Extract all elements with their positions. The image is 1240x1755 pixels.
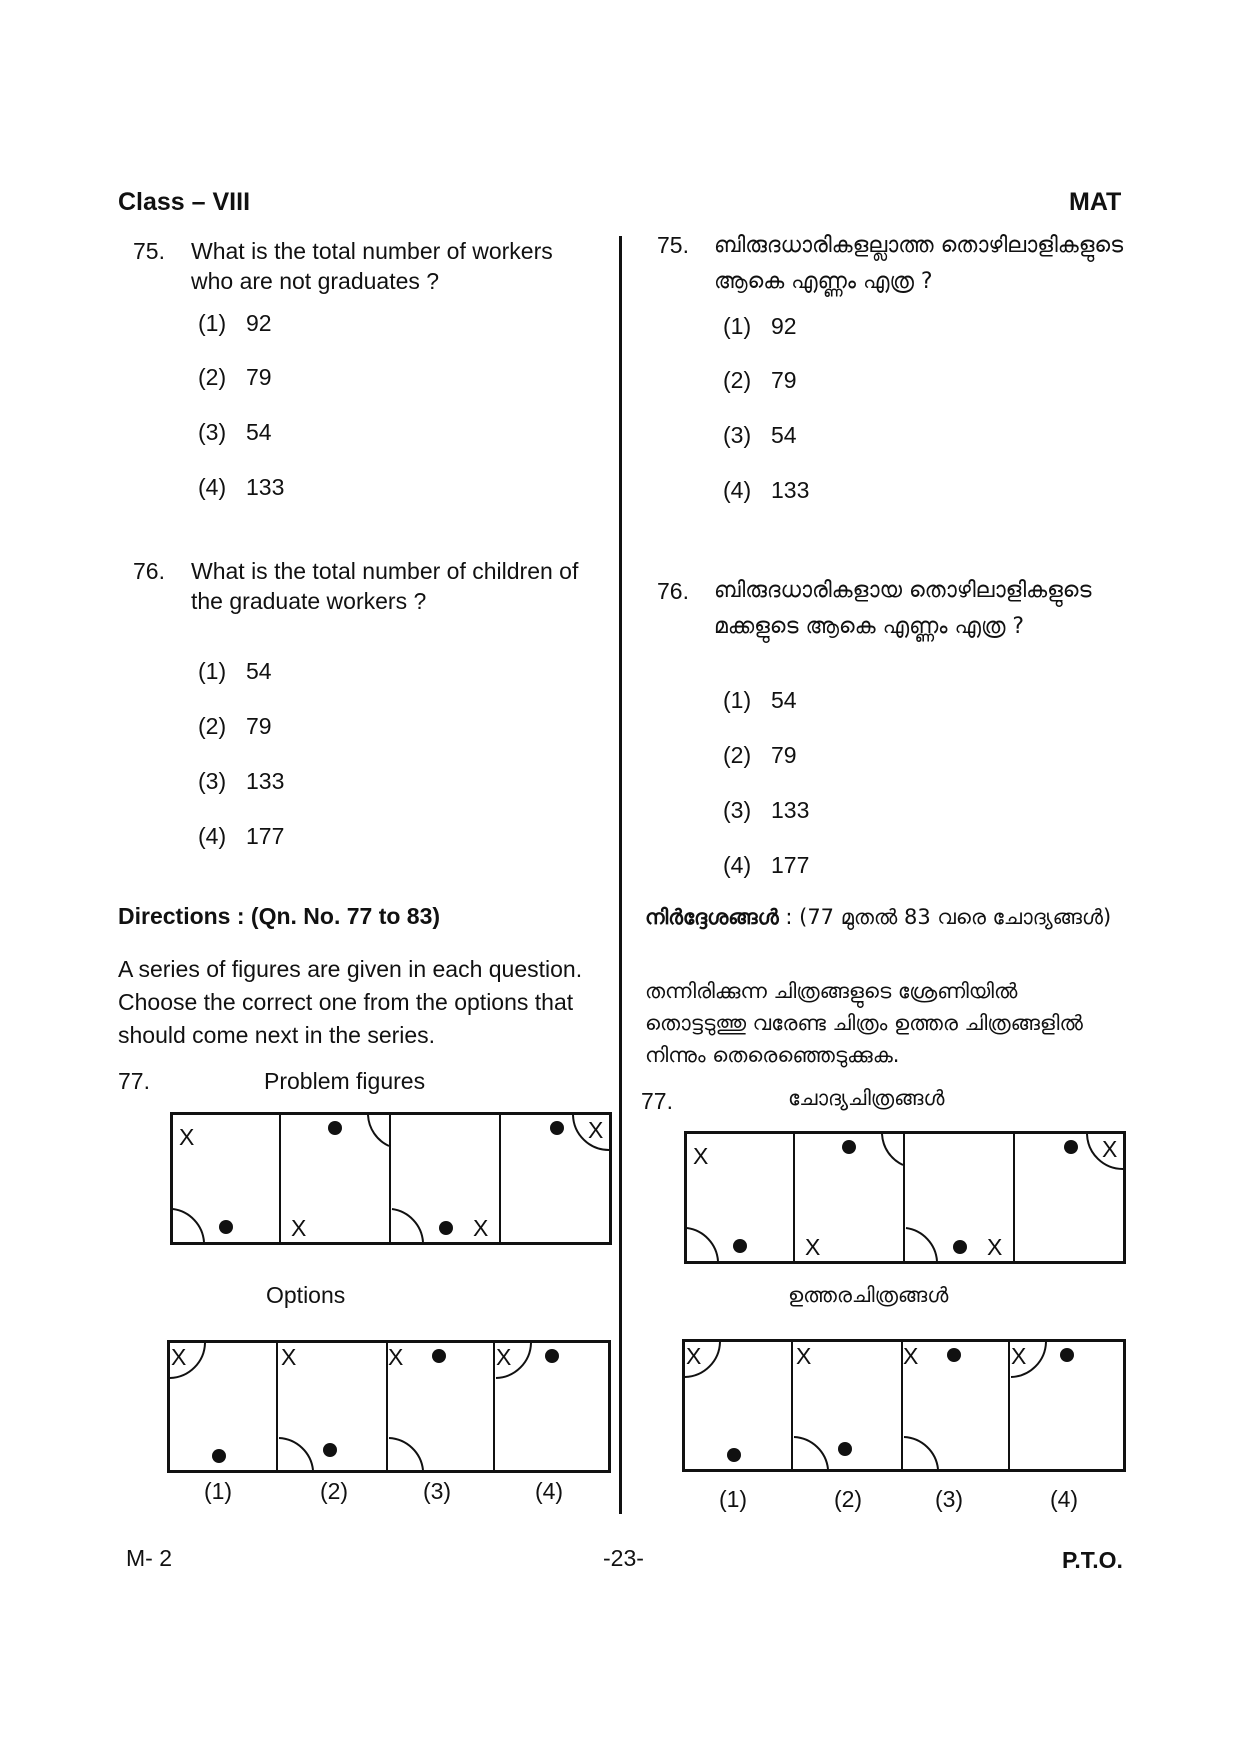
option-value: 79 (246, 713, 272, 739)
q75-option-2[interactable] (198, 364, 272, 391)
problem-figures-label: Problem figures (264, 1068, 426, 1094)
option-value: 54 (771, 422, 797, 448)
mal-directions (645, 900, 1125, 934)
option-value: 92 (246, 310, 272, 336)
mal-problem-figures (684, 1131, 1126, 1265)
directions-text: A series of figures are given in each question. Choose the correct one from the options that should come next in the series. (118, 956, 583, 1048)
option-value: 177 (246, 823, 285, 849)
arc-mark (794, 1437, 828, 1469)
cross-mark: X (281, 1344, 297, 1370)
option-number: (2) (198, 713, 227, 739)
arc-mark (906, 1228, 937, 1261)
option-number: (1) (198, 310, 227, 336)
dot-mark (328, 1121, 342, 1135)
dot-mark (1060, 1348, 1074, 1362)
q76-option-4[interactable] (198, 823, 284, 850)
option-number: (2) (723, 742, 752, 768)
q76-option-1[interactable] (198, 658, 272, 685)
option-number: (1) (723, 313, 752, 339)
mal-option-figure-3[interactable] (903, 1343, 961, 1469)
mal-option-label-1: (1) (718, 1486, 748, 1512)
mal-options-label: ഉത്തരചിത്രങ്ങൾ (788, 1283, 949, 1307)
dot-mark (439, 1221, 453, 1235)
dot-mark (842, 1140, 856, 1154)
dot-mark (219, 1220, 233, 1234)
option-number: (3) (723, 797, 752, 823)
q76-number: 76. (133, 558, 165, 584)
option-label-2: (2) (319, 1478, 349, 1504)
class-label: Class – VIII (118, 188, 251, 216)
arc-mark (368, 1115, 389, 1146)
q76-text: What is the total number of children of the graduate workers ? (191, 558, 579, 614)
mal-q75-number: 75. (657, 232, 689, 258)
dot-mark (727, 1448, 741, 1462)
arc-mark (279, 1438, 313, 1470)
cross-mark: X (388, 1344, 404, 1370)
option-number: (2) (723, 367, 752, 393)
option-figures (167, 1340, 611, 1474)
option-number: (3) (198, 419, 227, 445)
dot-mark (212, 1449, 226, 1463)
option-figure-4[interactable] (496, 1343, 559, 1378)
mal-option-figures (682, 1339, 1126, 1473)
cross-mark: X (796, 1343, 812, 1369)
dot-mark (733, 1239, 747, 1253)
q75-option-1[interactable] (198, 310, 272, 337)
mal-option-label-4: (4) (1049, 1486, 1079, 1512)
dot-mark (1064, 1140, 1078, 1154)
q76-option-2[interactable] (198, 713, 272, 740)
dot-mark (947, 1348, 961, 1362)
option-value: 79 (771, 742, 797, 768)
option-figure-3[interactable] (388, 1344, 446, 1470)
arc-mark (392, 1209, 423, 1242)
mal-q75-text: ബിരുദധാരികളല്ലാത്ത തൊഴിലാളികളുടെ ആകെ എണ്ണം എത്ര ? (714, 233, 1124, 294)
mal-q76-option-4[interactable] (723, 852, 809, 879)
option-value: 79 (246, 364, 272, 390)
mal-q75-option-1[interactable] (723, 313, 797, 340)
dot-mark (432, 1349, 446, 1363)
cross-mark: X (179, 1124, 195, 1150)
option-label-1: (1) (203, 1478, 233, 1504)
cross-mark: X (686, 1343, 702, 1369)
mal-q76-option-3[interactable] (723, 797, 809, 824)
mal-directions-text: തന്നിരിക്കുന്ന ചിത്രങ്ങളുടെ ശ്രേണിയിൽ തൊട്ടടുത്തു വരേണ്ട ചിത്രം ഉത്തര ചിത്രങ്ങളിൽ നിന്നും തെരെഞ്ഞെടുക്കുക. (645, 979, 1083, 1067)
option-value: 133 (771, 477, 810, 503)
option-value: 133 (246, 768, 285, 794)
option-value: 54 (246, 419, 272, 445)
mal-option-label-2: (2) (833, 1486, 863, 1512)
cross-mark: X (496, 1344, 512, 1370)
option-number: (3) (198, 768, 227, 794)
mal-option-figure-2[interactable] (794, 1343, 852, 1469)
mal-directions-range: : (77 മുതൽ 83 വരെ ചോദ്യങ്ങൾ) (785, 905, 1112, 929)
q75-option-3[interactable] (198, 419, 272, 446)
options-label: Options (266, 1282, 346, 1308)
option-label-4: (4) (534, 1478, 564, 1504)
arc-mark (687, 1228, 718, 1261)
arc-mark (904, 1437, 938, 1469)
footer-code: M- 2 (126, 1545, 172, 1571)
option-label-3: (3) (422, 1478, 452, 1504)
option-number: (1) (723, 687, 752, 713)
dot-mark (545, 1349, 559, 1363)
dot-mark (323, 1443, 337, 1457)
mal-q75-option-4[interactable] (723, 477, 809, 504)
option-number: (3) (723, 422, 752, 448)
cross-mark: X (171, 1344, 187, 1370)
mal-option-label-3: (3) (934, 1486, 964, 1512)
option-number: (1) (198, 658, 227, 684)
cross-mark: X (903, 1343, 919, 1369)
option-number: (4) (723, 477, 752, 503)
option-number: (2) (198, 364, 227, 390)
q76-option-3[interactable] (198, 768, 284, 795)
option-number: (4) (198, 474, 227, 500)
option-number: (4) (723, 852, 752, 878)
mal-q76-option-1[interactable] (723, 687, 797, 714)
option-value: 54 (246, 658, 272, 684)
option-figure-1[interactable] (170, 1343, 226, 1463)
cross-mark: X (1102, 1136, 1118, 1162)
cross-mark: X (588, 1117, 604, 1143)
cross-mark: X (987, 1234, 1003, 1260)
mal-problem-figures-label: ചോദ്യചിത്രങ്ങൾ (788, 1086, 945, 1110)
cross-mark: X (693, 1143, 709, 1169)
mal-directions-heading: നിർദ്ദേശങ്ങൾ (645, 905, 779, 929)
cross-mark: X (1011, 1343, 1027, 1369)
mal-q75-option-3[interactable] (723, 422, 797, 449)
arc-mark (882, 1134, 903, 1165)
dot-mark (953, 1240, 967, 1254)
q75-number: 75. (133, 238, 165, 264)
q75-text: What is the total number of workers who are not graduates ? (191, 238, 553, 294)
option-value: 92 (771, 313, 797, 339)
option-number: (4) (198, 823, 227, 849)
mal-q76-text: ബിരുദധാരികളായ തൊഴിലാളികളുടെ മക്കളുടെ ആകെ എണ്ണം എത്ര ? (714, 578, 1092, 639)
dot-mark (550, 1121, 564, 1135)
problem-figures (170, 1112, 612, 1246)
pto-label: P.T.O. (1062, 1547, 1123, 1573)
cross-mark: X (805, 1234, 821, 1260)
arc-mark (173, 1209, 204, 1242)
option-figure-2[interactable] (279, 1344, 337, 1470)
q77-number: 77. (118, 1068, 150, 1094)
option-value: 133 (771, 797, 810, 823)
page-number: -23- (603, 1545, 644, 1571)
mal-option-figure-4[interactable] (1011, 1342, 1074, 1377)
mal-q76-option-2[interactable] (723, 742, 797, 769)
cross-mark: X (473, 1215, 489, 1241)
directions-heading: Directions : (Qn. No. 77 to 83) (118, 903, 441, 929)
option-value: 54 (771, 687, 797, 713)
mal-option-figure-1[interactable] (685, 1342, 741, 1462)
mal-q76-number: 76. (657, 578, 689, 604)
q75-option-4[interactable] (198, 474, 284, 501)
cross-mark: X (291, 1215, 307, 1241)
option-value: 79 (771, 367, 797, 393)
column-divider (619, 236, 622, 1514)
dot-mark (838, 1442, 852, 1456)
arc-mark (389, 1438, 423, 1470)
option-value: 133 (246, 474, 285, 500)
option-value: 177 (771, 852, 810, 878)
mal-q75-option-2[interactable] (723, 367, 797, 394)
mal-q77-number: 77. (641, 1088, 673, 1114)
subject-label: MAT (1069, 188, 1122, 216)
